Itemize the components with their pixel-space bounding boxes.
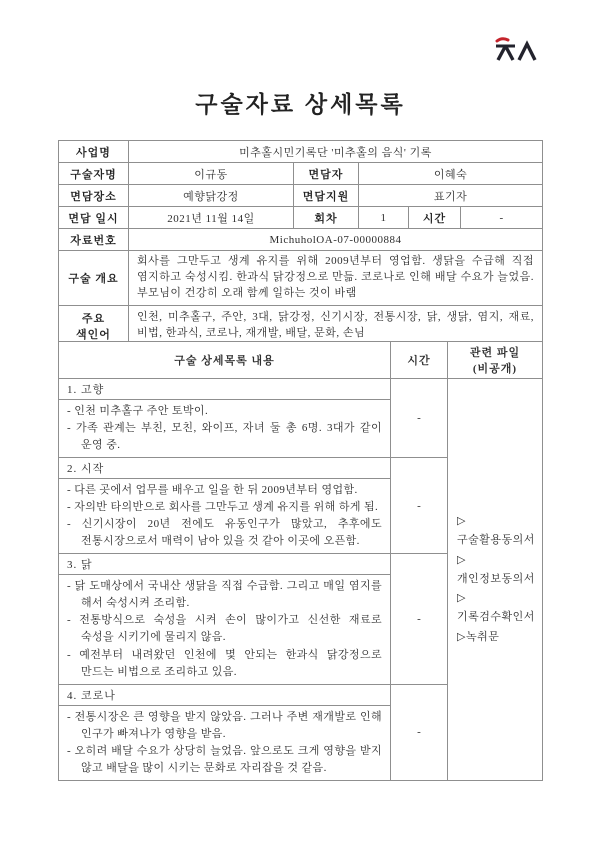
section-time: - bbox=[391, 554, 448, 684]
file-item: ▷구술활용동의서 bbox=[457, 515, 535, 547]
bullet: - 전통시장은 큰 영향을 받지 않았음. 그러나 주변 재개발로 인해 인구가 빠져나가 영향을 받음. bbox=[67, 710, 382, 740]
interviewer-value: 이혜숙 bbox=[359, 163, 543, 185]
narrator-value: 이규동 bbox=[129, 163, 294, 185]
session-value: 1 bbox=[359, 207, 409, 229]
row-place bbox=[59, 185, 543, 207]
section-time: - bbox=[391, 379, 448, 458]
file-item: ▷개인정보동의서 bbox=[457, 553, 535, 585]
keywords-value: 인천, 미추홀구, 주안, 3대, 닭강정, 신기시장, 전통시장, 닭, 생닭, 염지, 재료, 비법, 한과식, 코로나, 재개발, 배달, 문화, 손님 bbox=[129, 305, 543, 346]
bullet: - 가족 관계는 부친, 모친, 와이프, 자녀 둘 총 6명. 3대가 같이 운영 중. bbox=[67, 422, 382, 452]
row-project bbox=[59, 141, 543, 163]
bullet: - 다른 곳에서 업무를 배우고 일을 한 뒤 2009년부터 영업함. bbox=[67, 484, 358, 497]
header-files: 관련 파일(비공개) bbox=[448, 342, 543, 379]
interview-info-table bbox=[58, 140, 543, 347]
place-value: 예향닭강정 bbox=[129, 185, 294, 207]
bullet: - 신기시장이 20년 전에도 유동인구가 많았고, 추후에도 전통시장으로서 매력이 남아 있을 것 같아 이곳에 오픈함. bbox=[67, 518, 382, 548]
bullet: - 예전부터 내려왔던 인천에 몇 안되는 한과식 닭강정으로 만드는 비법으로 조리하고 있음. bbox=[67, 648, 382, 678]
oral-detail-table bbox=[58, 341, 543, 781]
section-content bbox=[59, 479, 391, 554]
page-title: 구술자료 상세목록 bbox=[195, 92, 406, 117]
support-label: 면담지원 bbox=[294, 185, 359, 207]
summary-label: 구술 개요 bbox=[59, 251, 129, 306]
file-item: ▷기록검수확인서 bbox=[457, 592, 535, 624]
bullet: - 오히려 배달 수요가 상당히 늘었음. 앞으로도 크게 영향을 받지 않고 배달을 많이 시키는 문화로 자리잡을 것 같음. bbox=[67, 744, 382, 774]
section-time: - bbox=[391, 684, 448, 780]
detail-header-row bbox=[59, 342, 543, 379]
section-time: - bbox=[391, 458, 448, 554]
duration-label: 시간 bbox=[409, 207, 461, 229]
section-title: 3. 닭 bbox=[59, 554, 391, 575]
row-narrator bbox=[59, 163, 543, 185]
organization-logo-icon bbox=[494, 36, 538, 62]
session-label: 회차 bbox=[294, 207, 359, 229]
related-files-cell bbox=[448, 379, 543, 781]
bullet: - 인천 미추홀구 주안 토박이. bbox=[67, 405, 209, 417]
project-label: 사업명 bbox=[59, 141, 129, 163]
row-summary bbox=[59, 251, 543, 306]
file-item: ▷녹취문 bbox=[457, 630, 500, 643]
place-label: 면담장소 bbox=[59, 185, 129, 207]
section-content bbox=[59, 400, 391, 458]
refno-label: 자료번호 bbox=[59, 229, 129, 251]
keywords-label: 주요 색인어 bbox=[59, 305, 129, 346]
datetime-label: 면담 일시 bbox=[59, 207, 129, 229]
header-time: 시간 bbox=[391, 342, 448, 379]
datetime-value: 2021년 11월 14일 bbox=[129, 207, 294, 229]
header-content: 구술 상세목록 내용 bbox=[59, 342, 391, 379]
bullet: - 자의반 타의반으로 회사를 그만두고 생계 유지를 위해 하게 됨. bbox=[67, 501, 379, 514]
row-refno bbox=[59, 229, 543, 251]
section-content bbox=[59, 705, 391, 780]
project-value: 미추홀시민기록단 '미추홀의 음식' 기록 bbox=[129, 141, 543, 163]
section-1-title-row bbox=[59, 379, 543, 400]
support-value: 표기자 bbox=[359, 185, 543, 207]
bullet: - 닭 도매상에서 국내산 생닭을 직접 수급함. 그리고 매일 염지를 해서 숙성시켜 조리함. bbox=[67, 580, 382, 610]
section-title: 1. 고향 bbox=[59, 379, 391, 400]
row-datetime bbox=[59, 207, 543, 229]
summary-value: 회사를 그만두고 생계 유지를 위해 2009년부터 영업함. 생닭을 수급해 직접 염지하고 숙성시킴. 한과식 닭강정으로 만듦. 코로나로 인해 배달 수요가 늘었음. 부모님이 건강히 오래 함께 일하는 것이 바램 bbox=[129, 251, 543, 306]
duration-value: - bbox=[461, 207, 543, 229]
refno-value: MichuholOA-07-00000884 bbox=[129, 229, 543, 251]
narrator-label: 구술자명 bbox=[59, 163, 129, 185]
interviewer-label: 면담자 bbox=[294, 163, 359, 185]
section-content bbox=[59, 575, 391, 684]
section-title: 2. 시작 bbox=[59, 458, 391, 479]
bullet: - 전통방식으로 숙성을 시켜 손이 많이가고 신선한 재료로 숙성을 시키기에 물리지 않음. bbox=[67, 614, 382, 644]
section-title: 4. 코로나 bbox=[59, 684, 391, 705]
